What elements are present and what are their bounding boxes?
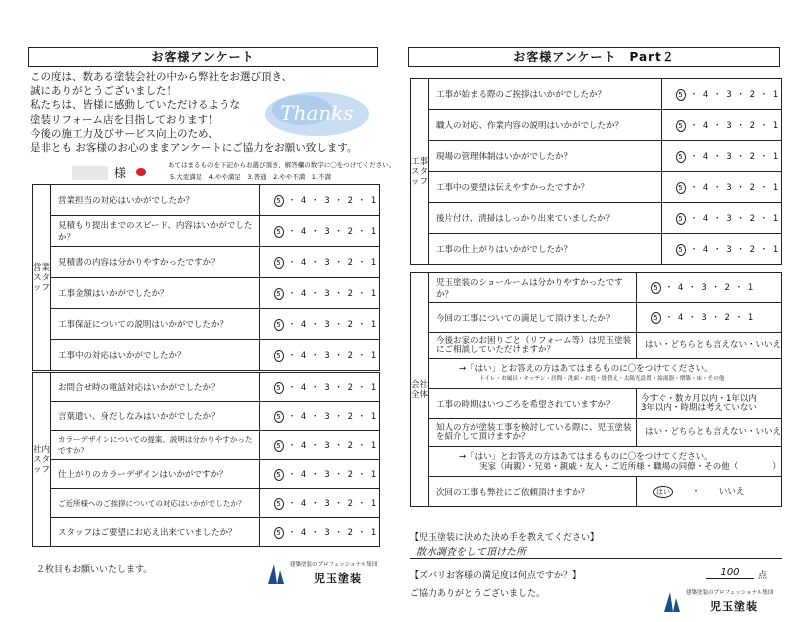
next-page-note: ２枚目もお願いいたします。 [36,565,153,575]
selected-rating: 5 [274,226,284,238]
selected-rating: 5 [274,195,284,207]
question: 工事保証についての説明はいかがでしたか？ [51,309,260,340]
question: 知人の方が塗装工事を検討している際に、児玉塗装を紹介して頂けますか？ [429,419,637,447]
intro-line: 塗装リフォーム店を目指しております！ [30,113,219,126]
selected-rating: 5 [676,213,686,225]
rating-scale[interactable]: 5 ・ 4 ・ 3 ・ 2 ・ 1 [260,185,380,216]
followup-instruction: →「はい」とお答えの方はあてはまるものに〇をつけてください。 [459,363,713,374]
page-title: お客様アンケート [28,47,378,67]
question: 後片付け、清掃はしっかり出来ていましたか？ [429,203,662,234]
thanks-text: Thanks [280,101,354,125]
rating-scale[interactable]: 5 ・ 4 ・ 3 ・ 2 ・ 1 [260,340,380,371]
rating-scale[interactable]: 5 ・ 4 ・ 3 ・ 2 ・ 1 [662,110,782,141]
question: 営業担当の対応はいかがでしたか？ [51,185,260,216]
survey-page-2 [400,0,800,622]
rating-scale[interactable]: 5 ・ 4 ・ 3 ・ 2 ・ 1 [260,247,380,278]
company-overall-table [410,272,782,507]
score-question: 【ズバリお客様の満足度は何点ですか？】 [410,571,582,581]
question: スタッフはご要望にお応え出来ていましたか？ [51,518,260,547]
rating-scale[interactable]: 5 ・ 4 ・ 3 ・ 2 ・ 1 [260,373,380,402]
rating-scale[interactable]: 5 ・ 4 ・ 3 ・ 2 ・ 1 [662,141,782,172]
yes-no-options[interactable]: はい ・ いいえ [636,477,781,507]
intro-line: 今後の施工力及びサービス向上のため、 [30,127,219,140]
hanko-stamp-icon [134,166,148,178]
construction-staff-table [410,78,782,265]
rating-scale[interactable]: 5 ・ 4 ・ 3 ・ 2 ・ 1 [636,303,781,333]
selected-rating: 5 [676,120,686,132]
selected-rating: 5 [274,411,284,423]
thank-you-line: ご協力ありがとうございました。 [410,589,546,599]
intro-line: 是非とも お客様のお心のままアンケートにご協力をお願い致します。 [30,142,358,155]
decision-header: 【児玉塗装に決めた決め手を教えてください】 [410,533,600,543]
rating-scale[interactable]: 5 ・ 4 ・ 3 ・ 2 ・ 1 [636,273,781,303]
selected-rating: 5 [676,182,686,194]
selected-rating: 5 [274,440,284,452]
question: 現場の管理体制はいかがでしたか？ [429,141,662,172]
question: 工事の仕上がりはいかがでしたか？ [429,234,662,265]
thanks-watercolor-graphic [262,90,372,138]
category-label: 会社全体 [411,273,429,507]
question: 工事金額はいかがでしたか？ [51,278,260,309]
score-answer: 100 [706,567,754,579]
logo-name: 児玉塗装 [710,600,758,613]
yes-maybe-no-options[interactable]: はい・どちらとも言えない・いいえ [636,419,781,447]
selected-rating: 5 [274,257,284,269]
answer-instruction: あてはまるものを下記からお選び頂き、解答欄の数字に〇をつけてください。 [168,161,396,169]
question: 工事が始まる際のご挨拶はいかがでしたか？ [429,79,662,110]
question: 工事の時期はいつごろを希望されていますか？ [429,389,637,419]
question: 工事中の要望は伝えやすかったですか？ [429,172,662,203]
rating-scale[interactable]: 5 ・ 4 ・ 3 ・ 2 ・ 1 [260,460,380,489]
category-label: 工事スタッフ [411,79,429,265]
category-label: 社内スタッフ [33,373,51,547]
page-title: お客様アンケート Part２ [408,47,780,67]
question: 次回の工事も弊社にご依頼頂けますか？ [429,477,637,507]
question: 見積書の内容は分かりやすかったですか？ [51,247,260,278]
selected-rating: 5 [274,288,284,300]
rating-scale[interactable]: 5 ・ 4 ・ 3 ・ 2 ・ 1 [260,431,380,460]
referral-followup [429,447,782,477]
answer-underline [410,558,782,559]
selected-rating: 5 [274,319,284,331]
category-label: 営業スタッフ [33,185,51,371]
logo-mark-icon [266,562,286,584]
followup-options[interactable]: 実家（両親）・兄弟・親戚・友人・ご近所様・職場の同僚・その他（ ） [479,461,781,472]
decision-answer: 散水調査をして頂けた所 [416,547,526,558]
rating-scale[interactable]: 5 ・ 4 ・ 3 ・ 2 ・ 1 [260,402,380,431]
score-unit: 点 [758,571,768,581]
rating-scale[interactable]: 5 ・ 4 ・ 3 ・ 2 ・ 1 [662,234,782,265]
question: ご近所様へのご挨拶についての対応はいかがでしたか？ [51,489,260,518]
question: 言葉遣い、身だしなみはいかがでしたか？ [51,402,260,431]
question: 見積もり提出までのスピード、内容はいかがでしたか？ [51,216,260,247]
question: 今後お家のお困りごと（リフォーム等）は児玉塗装にご相談していただけますか？ [429,333,637,359]
rating-scale[interactable]: 5 ・ 4 ・ 3 ・ 2 ・ 1 [260,489,380,518]
company-logo [662,586,792,616]
question: お問合せ時の電話対応はいかがでしたか？ [51,373,260,402]
logo-name: 児玉塗装 [314,572,362,585]
rating-scale[interactable]: 5 ・ 4 ・ 3 ・ 2 ・ 1 [260,216,380,247]
selected-rating: 5 [274,382,284,394]
selected-rating: 5 [676,151,686,163]
trouble-followup [429,359,782,389]
rating-scale[interactable]: 5 ・ 4 ・ 3 ・ 2 ・ 1 [260,518,380,547]
question: 児玉塗装のショールームは分かりやすかったですか？ [429,273,637,303]
logo-tagline: 建築塗装のプロフェッショナル集団 [686,590,774,596]
selected-rating: 5 [676,244,686,256]
sama-label: 様 [114,166,127,180]
rating-scale[interactable]: 5 ・ 4 ・ 3 ・ 2 ・ 1 [662,79,782,110]
selected-rating: 5 [274,527,284,539]
intro-line: この度は、数ある塗装会社の中から弊社をお選び頂き、 [30,71,293,83]
rating-scale[interactable]: 5 ・ 4 ・ 3 ・ 2 ・ 1 [662,203,782,234]
scale-legend: 5.大変満足 4.やや満足 3.普通 2.やや不満 1.不満 [170,173,332,181]
sales-staff-table [32,184,380,371]
intro-line: 私たちは、皆様に感動していただけるような [30,99,240,112]
intro-line: 誠にありがとうございました！ [30,85,177,98]
question: 職人の対応、作業内容の説明はいかがでしたか？ [429,110,662,141]
selected-yes: はい [653,486,673,498]
question: 今回の工事についての満足して頂けましたか？ [429,303,637,333]
redacted-name [72,166,108,180]
logo-tagline: 建築塗装のプロフェッショナル集団 [290,562,378,568]
rating-scale[interactable]: 5 ・ 4 ・ 3 ・ 2 ・ 1 [260,278,380,309]
selected-rating: 5 [676,89,686,101]
rating-scale[interactable]: 5 ・ 4 ・ 3 ・ 2 ・ 1 [662,172,782,203]
selected-rating: 5 [651,312,661,324]
office-staff-table [32,372,380,547]
selected-rating: 5 [274,469,284,481]
yes-maybe-no-options[interactable]: はい・どちらとも言えない・いいえ [636,333,781,359]
no-option: いいえ [718,487,745,497]
timing-options[interactable]: 今すぐ・数カ月以内・1年以内 3年以内・時期は考えていない [636,389,781,419]
followup-instruction: →「はい」とお答えの方はあてはまるものに〇をつけてください。 [459,451,713,462]
rating-scale[interactable]: 5 ・ 4 ・ 3 ・ 2 ・ 1 [260,309,380,340]
question: 工事中の対応はいかがでしたか？ [51,340,260,371]
selected-rating: 5 [274,350,284,362]
selected-rating: 5 [274,498,284,510]
selected-rating: 5 [651,282,661,294]
question: 仕上がりのカラーデザインはいかがですか？ [51,460,260,489]
company-logo [266,558,396,588]
followup-options[interactable]: トイレ・お風呂・キッチン・居間・洗面・お庭・畳替え・太陽光設置・給湯器・増築・床・その他 [479,375,725,382]
logo-mark-icon [662,590,682,612]
question: カラーデザインについての提案、説明は分かりやすかったですか？ [51,431,260,460]
